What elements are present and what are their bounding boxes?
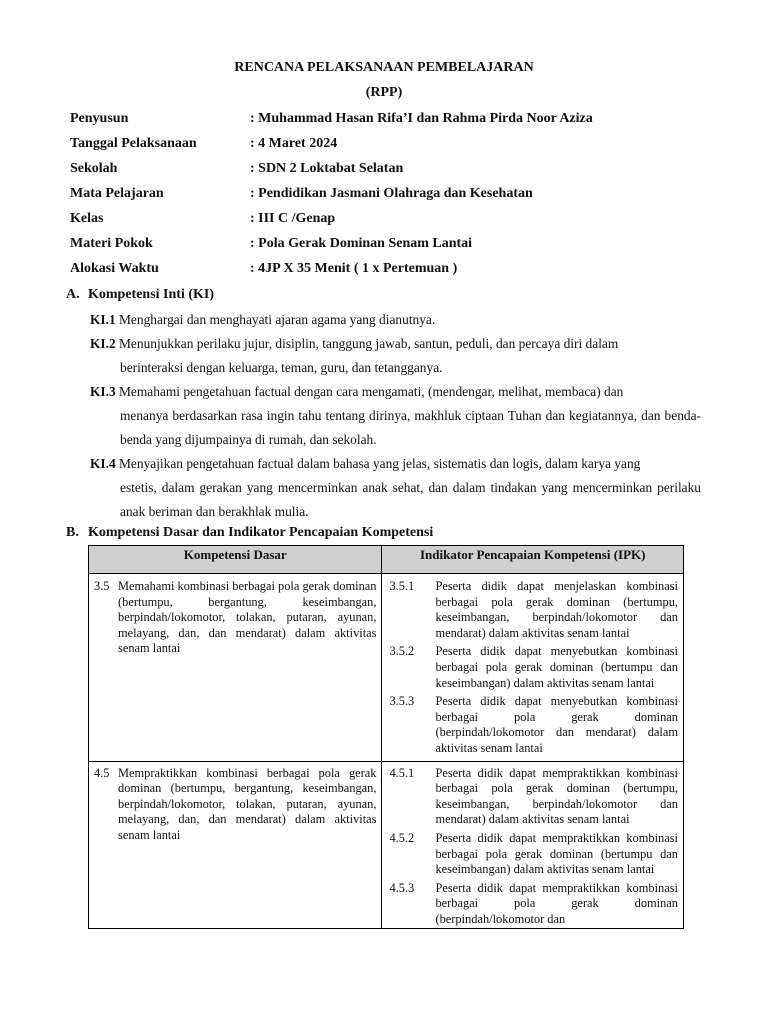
meta-value: : III C /Genap xyxy=(250,211,336,226)
kd-ipk-table xyxy=(88,545,684,929)
ki-text-continued: menanya berdasarkan rasa ingin tahu tentang dirinya, makhluk ciptaan Tuhan dan kegiatannya, dan benda-benda yang dijumpainya di rumah, dan sekolah. xyxy=(120,408,701,447)
ipk-number: 3.5.2 xyxy=(389,644,415,659)
ki-item-2 xyxy=(90,332,701,380)
meta-label: Tanggal Pelaksanaan xyxy=(70,136,197,151)
meta-label: Sekolah xyxy=(70,161,118,176)
ipk-text: Peserta didik dapat menjelaskan kombinasi berbagai pola gerak dominan (bertumpu, keseimbangan, berpindah/lokomotor dan mendarat) dalam aktivitas senam lantai xyxy=(435,579,678,640)
ipk-number: 4.5.1 xyxy=(389,765,415,780)
meta-value: : SDN 2 Loktabat Selatan xyxy=(250,161,404,176)
ki-text-continued: estetis, dalam gerakan yang mencerminkan anak sehat, dan dalam tindakan yang mencerminkan perilaku anak beriman dan berakhlak mulia. xyxy=(120,480,701,519)
meta-row-mapel xyxy=(70,186,533,202)
meta-label: Materi Pokok xyxy=(70,236,153,251)
meta-row-tanggal xyxy=(70,136,337,152)
ipk-item xyxy=(383,694,682,756)
ki-item-1 xyxy=(90,308,701,332)
section-title: Kompetensi Inti (KI) xyxy=(88,287,214,302)
meta-label: Alokasi Waktu xyxy=(70,261,159,276)
kd-cell xyxy=(89,574,382,762)
kd-entry xyxy=(90,579,380,657)
section-b-heading xyxy=(66,525,433,541)
ki-text: Memahami pengetahuan factual dengan cara mengamati, (mendengar, melihat, membaca) dan xyxy=(115,384,624,399)
meta-label: Kelas xyxy=(70,211,104,226)
meta-value: : Pola Gerak Dominan Senam Lantai xyxy=(250,236,473,251)
ipk-item xyxy=(383,579,682,641)
ipk-item xyxy=(383,644,682,691)
ipk-item xyxy=(383,831,682,878)
ki-text: Menghargai dan menghayati ajaran agama yang dianutnya. xyxy=(115,312,436,327)
kd-text: Mempraktikkan kombinasi berbagai pola gerak dominan (bertumpu, bergantung, keseimbangan, berpindah/lokomotor, tolakan, putaran, ayunan, melayang, dan, dan mendarat) dalam aktivitas senam lantai xyxy=(118,765,377,842)
ki-code: KI.2 xyxy=(90,336,116,351)
section-number: B. xyxy=(66,525,79,540)
meta-value: : Pendidikan Jasmani Olahraga dan Kesehatan xyxy=(250,186,533,201)
ipk-text: Peserta didik dapat mempraktikkan kombinasi berbagai pola gerak dominan (bertumpu dan keseimbangan) dalam aktivitas senam lantai xyxy=(435,830,678,877)
ki-item-4 xyxy=(90,452,701,524)
section-a-heading xyxy=(66,287,214,303)
ipk-text: Peserta didik dapat menyebutkan kombinasi berbagai pola gerak dominan (bertumpu dan keseimbangan) dalam aktivitas senam lantai xyxy=(435,644,678,690)
ipk-number: 3.5.1 xyxy=(389,579,415,593)
meta-label: Penyusun xyxy=(70,111,129,126)
meta-value: : Muhammad Hasan Rifa’I dan Rahma Pirda Noor Aziza xyxy=(250,111,593,126)
document-subtitle: (RPP) xyxy=(365,85,403,100)
ipk-text: Peserta didik dapat menyebutkan kombinasi berbagai pola gerak dominan (berpindah/lokomotor dan mendarat) dalam aktivitas senam lantai xyxy=(435,694,678,755)
ipk-cell xyxy=(382,574,684,762)
ipk-number: 4.5.3 xyxy=(389,880,415,895)
document-title: RENCANA PELAKSANAAN PEMBELAJARAN xyxy=(234,60,534,75)
meta-row-penyusun xyxy=(70,111,593,127)
section-title: Kompetensi Dasar dan Indikator Pencapaian Kompetensi xyxy=(88,525,434,540)
ipk-item xyxy=(383,881,682,928)
ki-code: KI.3 xyxy=(90,384,116,399)
ki-code: KI.4 xyxy=(90,456,116,471)
kd-number: 3.5 xyxy=(94,579,110,593)
table-row xyxy=(89,574,684,762)
meta-row-sekolah xyxy=(70,161,403,177)
table-header-kd: Kompetensi Dasar xyxy=(89,546,382,574)
meta-value: : 4 Maret 2024 xyxy=(250,136,338,151)
kd-number: 4.5 xyxy=(94,765,110,780)
ipk-number: 3.5.3 xyxy=(389,694,415,709)
table-row xyxy=(89,761,684,929)
section-number: A. xyxy=(66,287,80,302)
ipk-cell xyxy=(382,761,684,929)
ki-code: KI.1 xyxy=(90,312,116,327)
meta-label: Mata Pelajaran xyxy=(70,186,164,201)
meta-value: : 4JP X 35 Menit ( 1 x Pertemuan ) xyxy=(250,261,458,276)
kd-cell xyxy=(89,761,382,929)
ipk-number: 4.5.2 xyxy=(389,830,415,845)
meta-row-alokasi xyxy=(70,261,457,277)
ipk-text: Peserta didik dapat mempraktikkan kombinasi berbagai pola gerak dominan (bertumpu, keseimbangan, berpindah/lokomotor dan mendarat) dalam aktivitas senam lantai xyxy=(435,765,678,827)
table-header-ipk: Indikator Pencapaian Kompetensi (IPK) xyxy=(382,546,684,574)
ipk-item xyxy=(383,766,682,828)
ki-text: Menunjukkan perilaku jujur, disiplin, tanggung jawab, santun, peduli, dan percaya diri dalam xyxy=(115,336,619,351)
ki-text: Menyajikan pengetahuan factual dalam bahasa yang jelas, sistematis dan logis, dalam karya yang xyxy=(115,456,641,471)
ipk-text: Peserta didik dapat mempraktikkan kombinasi berbagai pola gerak dominan (berpindah/lokomotor dan xyxy=(435,880,678,926)
meta-row-materi xyxy=(70,236,472,252)
kd-entry xyxy=(90,766,380,844)
kd-text: Memahami kombinasi berbagai pola gerak dominan (bertumpu, bergantung, keseimbangan, berpindah/lokomotor, tolakan, putaran, ayunan, melayang, dan, dan mendarat) dalam aktivitas senam lantai xyxy=(118,579,377,656)
table-header-row xyxy=(89,546,684,574)
ki-text-continued: berinteraksi dengan keluarga, teman, guru, dan tetangganya. xyxy=(120,360,443,375)
ki-item-3 xyxy=(90,380,701,452)
meta-row-kelas xyxy=(70,211,335,227)
